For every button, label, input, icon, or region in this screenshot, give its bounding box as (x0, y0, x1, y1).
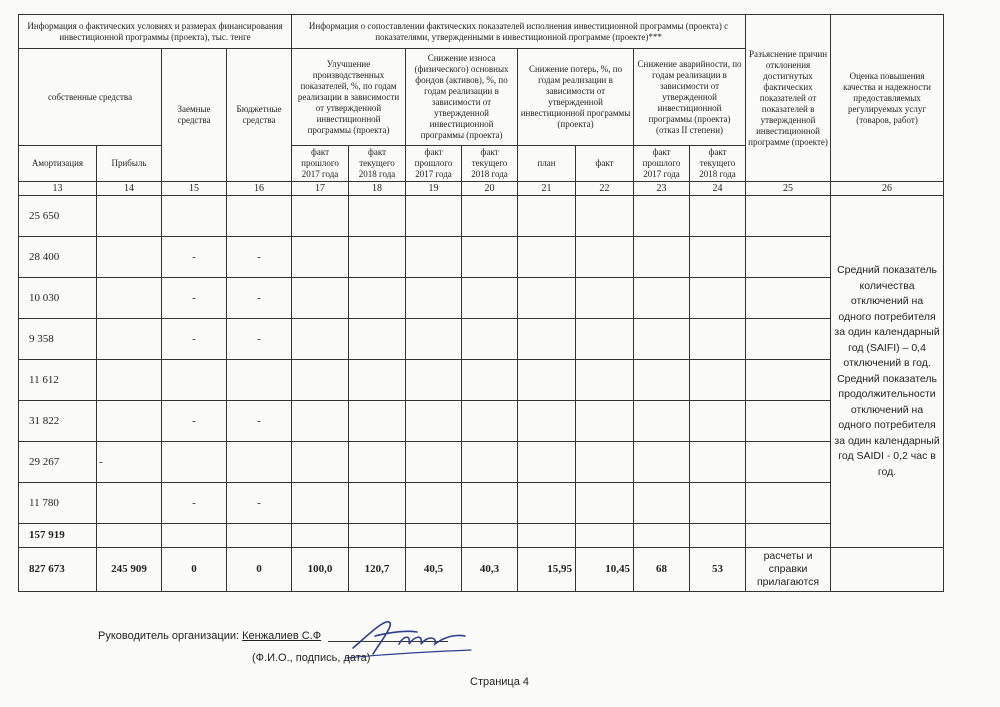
profit-cell (97, 196, 162, 237)
borrowed-cell: - (162, 237, 227, 278)
subtotal-cell: 157 919 (19, 524, 97, 548)
empty-cell (634, 483, 690, 524)
fact-header: факт (576, 146, 634, 182)
budget-cell (227, 442, 292, 483)
empty-cell (292, 524, 349, 548)
column-number: 19 (406, 182, 462, 196)
total-budget: 0 (227, 548, 292, 592)
empty-cell (634, 524, 690, 548)
budget-cell: - (227, 278, 292, 319)
financing-info-header: Информация о фактических условиях и размерах финансирования инвестиционной программы (проекта), тыс. тенге (19, 15, 292, 49)
borrowed-cell: - (162, 401, 227, 442)
empty-cell (576, 319, 634, 360)
empty-cell (292, 401, 349, 442)
empty-cell (831, 548, 944, 592)
empty-cell (746, 237, 831, 278)
empty-cell (690, 360, 746, 401)
empty-cell (349, 196, 406, 237)
empty-cell (518, 524, 576, 548)
table-row (19, 237, 944, 278)
empty-cell (462, 483, 518, 524)
table-row (19, 483, 944, 524)
column-number: 14 (97, 182, 162, 196)
column-number: 22 (576, 182, 634, 196)
empty-cell (634, 196, 690, 237)
empty-cell (518, 196, 576, 237)
empty-cell (576, 360, 634, 401)
empty-cell (406, 401, 462, 442)
improvement-header: Улучшение производственных показателей, %, по годам реализации в зависимости от утвержденной инвестиционной программы (проекта) (292, 49, 406, 146)
total-borrowed: 0 (162, 548, 227, 592)
empty-cell (292, 442, 349, 483)
empty-cell (746, 278, 831, 319)
signer-label: Руководитель организации: (98, 630, 240, 642)
empty-cell (406, 442, 462, 483)
empty-cell (349, 360, 406, 401)
quality-note: Средний показатель количества отключений на одного потребителя за один календарный год (SAIFI) – 0,4 отключений в год. Средний показатель продолжительности отключений на одного потребителя за один календарный год SAIDI - 0,2 час в год. (831, 196, 944, 548)
empty-cell (406, 319, 462, 360)
profit-cell: - (97, 442, 162, 483)
table-row (19, 524, 944, 548)
empty-cell (406, 524, 462, 548)
empty-cell (406, 483, 462, 524)
empty-cell (349, 319, 406, 360)
amortization-cell: 11 780 (19, 483, 97, 524)
column-number: 18 (349, 182, 406, 196)
column-number: 24 (690, 182, 746, 196)
empty-cell (690, 196, 746, 237)
empty-cell (227, 524, 292, 548)
empty-cell (576, 196, 634, 237)
empty-cell (746, 360, 831, 401)
empty-cell (406, 278, 462, 319)
column-numbers-row (19, 182, 944, 196)
borrowed-cell: - (162, 483, 227, 524)
empty-cell (292, 196, 349, 237)
total-c19: 40,5 (406, 548, 462, 592)
quality-assessment-header: Оценка повышения качества и надежности предоставляемых регулируемых услуг (товаров, работ) (831, 15, 944, 182)
empty-cell (349, 442, 406, 483)
empty-cell (292, 237, 349, 278)
table-row (19, 401, 944, 442)
fact-curr-header: факт текущего 2018 года (690, 146, 746, 182)
comparison-info-header: Информация о сопоставлении фактических показателей исполнения инвестиционной программы (проекта) с показателями, утвержденными в инвестиционной программе (проекте)*** (292, 15, 746, 49)
amortization-cell: 31 822 (19, 401, 97, 442)
explanation-header: Разъяснение причин отклонения достигнутых фактических показателей от показателей в утвержденной инвестиционной программе (проекте) (746, 15, 831, 182)
empty-cell (746, 319, 831, 360)
empty-cell (576, 237, 634, 278)
borrowed-funds-header: Заемные средства (162, 49, 227, 182)
borrowed-cell (162, 360, 227, 401)
empty-cell (690, 278, 746, 319)
total-c21: 15,95 (518, 548, 576, 592)
profit-header: Прибыль (97, 146, 162, 182)
depreciation-header: Амортизация (19, 146, 97, 182)
profit-cell (97, 237, 162, 278)
wear-reduction-header: Снижение износа (физического) основных фондов (активов), %, по годам реализации в зависимости от утвержденной инвестиционной программы (проекта) (406, 49, 518, 146)
total-c24: 53 (690, 548, 746, 592)
empty-cell (690, 319, 746, 360)
empty-cell (462, 401, 518, 442)
empty-cell (406, 237, 462, 278)
empty-cell (746, 442, 831, 483)
profit-cell (97, 483, 162, 524)
empty-cell (518, 237, 576, 278)
budget-cell: - (227, 483, 292, 524)
amortization-cell: 25 650 (19, 196, 97, 237)
budget-cell: - (227, 401, 292, 442)
empty-cell (518, 483, 576, 524)
empty-cell (462, 196, 518, 237)
empty-cell (576, 483, 634, 524)
column-number: 13 (19, 182, 97, 196)
empty-cell (292, 319, 349, 360)
investment-report-table (18, 14, 944, 592)
empty-cell (292, 278, 349, 319)
empty-cell (349, 237, 406, 278)
empty-cell (406, 360, 462, 401)
profit-cell (97, 360, 162, 401)
column-number: 16 (227, 182, 292, 196)
table-row (19, 442, 944, 483)
empty-cell (462, 442, 518, 483)
empty-cell (576, 401, 634, 442)
borrowed-cell (162, 196, 227, 237)
fact-curr-header: факт текущего 2018 года (349, 146, 406, 182)
column-number: 23 (634, 182, 690, 196)
table-row (19, 319, 944, 360)
table-row (19, 278, 944, 319)
empty-cell (576, 524, 634, 548)
amortization-cell: 29 267 (19, 442, 97, 483)
empty-cell (349, 401, 406, 442)
plan-header: план (518, 146, 576, 182)
total-profit: 245 909 (97, 548, 162, 592)
empty-cell (634, 237, 690, 278)
empty-cell (349, 278, 406, 319)
empty-cell (634, 319, 690, 360)
empty-cell (690, 237, 746, 278)
empty-cell (576, 442, 634, 483)
empty-cell (690, 483, 746, 524)
budget-cell: - (227, 319, 292, 360)
empty-cell (634, 401, 690, 442)
totals-row (19, 548, 944, 592)
borrowed-cell (162, 442, 227, 483)
total-c17: 100,0 (292, 548, 349, 592)
empty-cell (576, 278, 634, 319)
total-c22: 10,45 (576, 548, 634, 592)
profit-cell (97, 278, 162, 319)
amortization-cell: 28 400 (19, 237, 97, 278)
empty-cell (690, 442, 746, 483)
profit-cell (97, 319, 162, 360)
table-row (19, 196, 944, 237)
empty-cell (746, 401, 831, 442)
accident-reduction-header: Снижение аварийности, по годам реализации в зависимости от утвержденной инвестиционной программы (проекта) (отказ II степени) (634, 49, 746, 146)
column-number: 26 (831, 182, 944, 196)
total-c25: расчеты и справки прилагаются (746, 548, 831, 592)
total-c23: 68 (634, 548, 690, 592)
table-row (19, 360, 944, 401)
total-amortization: 827 673 (19, 548, 97, 592)
empty-cell (634, 442, 690, 483)
budget-funds-header: Бюджетные средства (227, 49, 292, 182)
total-c20: 40,3 (462, 548, 518, 592)
amortization-cell: 10 030 (19, 278, 97, 319)
column-number: 17 (292, 182, 349, 196)
empty-cell (406, 196, 462, 237)
empty-cell (690, 524, 746, 548)
signer-name: Кенжалиев С.Ф (242, 630, 322, 642)
empty-cell (162, 524, 227, 548)
empty-cell (518, 278, 576, 319)
empty-cell (462, 278, 518, 319)
fact-prev-header: факт прошлого 2017 года (634, 146, 690, 182)
signature-caption: (Ф.И.О., подпись, дата) (252, 652, 371, 664)
amortization-cell: 9 358 (19, 319, 97, 360)
empty-cell (97, 524, 162, 548)
empty-cell (746, 196, 831, 237)
empty-cell (746, 483, 831, 524)
empty-cell (292, 360, 349, 401)
column-number: 15 (162, 182, 227, 196)
empty-cell (518, 442, 576, 483)
empty-cell (634, 278, 690, 319)
empty-cell (462, 524, 518, 548)
budget-cell (227, 196, 292, 237)
empty-cell (349, 483, 406, 524)
empty-cell (462, 319, 518, 360)
budget-cell: - (227, 237, 292, 278)
empty-cell (634, 360, 690, 401)
fact-curr-header: факт текущего 2018 года (462, 146, 518, 182)
empty-cell (746, 524, 831, 548)
empty-cell (518, 319, 576, 360)
column-number: 21 (518, 182, 576, 196)
fact-prev-header: факт прошлого 2017 года (292, 146, 349, 182)
own-funds-header: собственные средства (19, 49, 162, 146)
loss-reduction-header: Снижение потерь, %, по годам реализации в зависимости от утвержденной инвестиционной программы (проекта) (518, 49, 634, 146)
amortization-cell: 11 612 (19, 360, 97, 401)
column-number: 25 (746, 182, 831, 196)
empty-cell (690, 401, 746, 442)
budget-cell (227, 360, 292, 401)
column-number: 20 (462, 182, 518, 196)
empty-cell (462, 360, 518, 401)
fact-prev-header: факт прошлого 2017 года (406, 146, 462, 182)
borrowed-cell: - (162, 319, 227, 360)
page-number: Страница 4 (470, 676, 530, 688)
total-c18: 120,7 (349, 548, 406, 592)
empty-cell (462, 237, 518, 278)
empty-cell (349, 524, 406, 548)
profit-cell (97, 401, 162, 442)
borrowed-cell: - (162, 278, 227, 319)
empty-cell (518, 401, 576, 442)
empty-cell (518, 360, 576, 401)
empty-cell (292, 483, 349, 524)
